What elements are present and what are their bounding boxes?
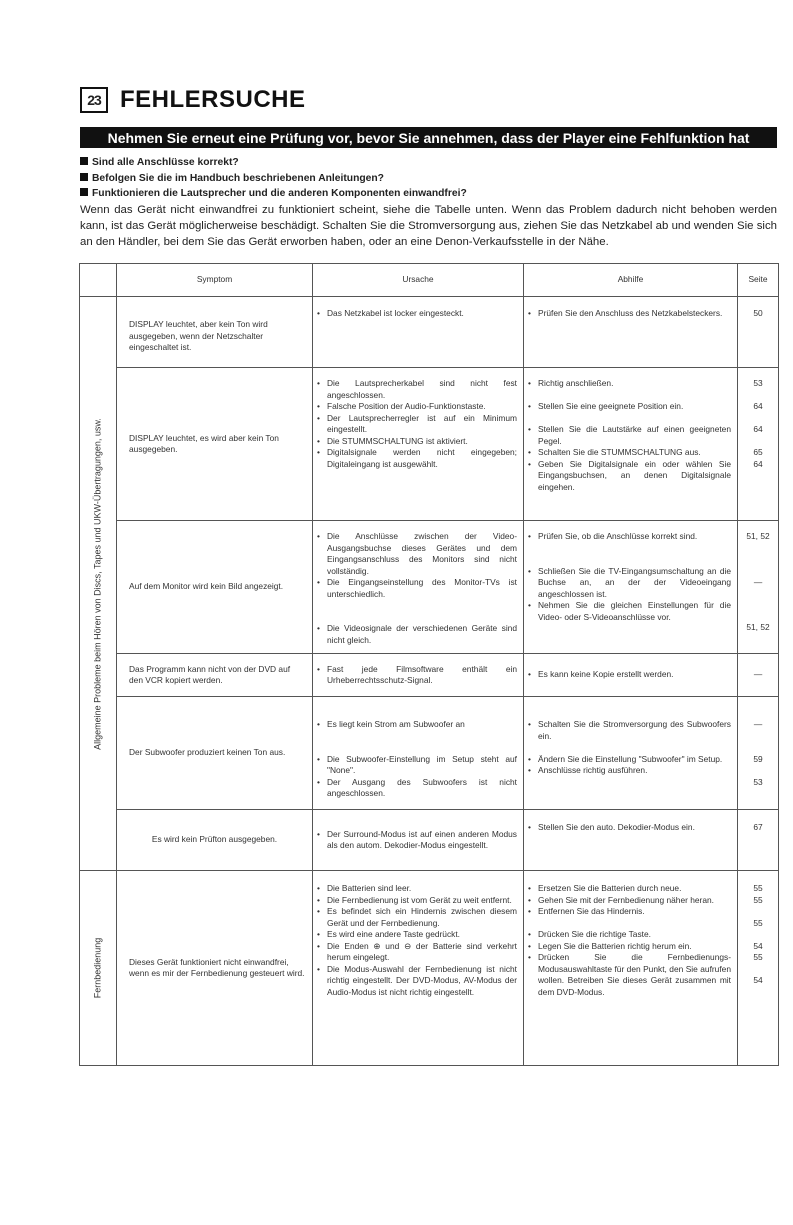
column-header-remedy: Abhilfe <box>524 264 738 297</box>
remedy-item: • Prüfen Sie den Anschluss des Netzkabelsteckers. <box>524 308 737 320</box>
table-row <box>80 697 779 810</box>
remedy-cell <box>524 697 738 810</box>
remedy-item: • Prüfen Sie, ob die Anschlüsse korrekt sind. <box>524 531 737 543</box>
symptom-cell: Der Subwoofer produziert keinen Ton aus. <box>117 697 313 810</box>
checklist-item: Funktionieren die Lautsprecher und die anderen Komponenten einwandfrei? <box>80 186 467 202</box>
remedy-cell <box>524 871 738 1066</box>
column-header-symptom: Symptom <box>117 264 313 297</box>
column-header-cause: Ursache <box>313 264 524 297</box>
table-row <box>80 871 779 1066</box>
symptom-cell: Es wird kein Prüfton ausgegeben. <box>117 810 313 871</box>
category-cell <box>80 297 117 871</box>
symptom-cell: DISPLAY leuchtet, aber kein Ton wird ausgegeben, wenn der Netzschalter eingeschaltet ist. <box>117 297 313 368</box>
remedy-item: • Stellen Sie eine geeignete Position ein. <box>524 401 737 413</box>
table-row <box>80 654 779 697</box>
page-cell: 53 64 64 65 64 <box>738 368 779 521</box>
cause-cell <box>313 297 524 368</box>
remedy-item: • Richtig anschließen. <box>524 378 737 390</box>
remedy-item: • Schalten Sie die STUMMSCHALTUNG aus. <box>524 447 737 459</box>
remedy-item: • Nehmen Sie die gleichen Einstellungen für die Video- oder S-Videoanschlüsse vor. <box>524 600 737 623</box>
cause-cell <box>313 697 524 810</box>
remedy-item: • Schalten Sie die Stromversorgung des Subwoofers ein. <box>524 719 737 742</box>
remedy-item: • Ersetzen Sie die Batterien durch neue. <box>524 883 737 895</box>
remedy-item: • Stellen Sie den auto. Dekodier-Modus ein. <box>524 822 737 834</box>
symptom-cell: Dieses Gerät funktioniert nicht einwandfrei, wenn es mir der Fernbedienung gesteuert wird. <box>117 871 313 1066</box>
page-cell: 51, 52 — 51, 52 <box>738 521 779 654</box>
cause-item: • Es wird eine andere Taste gedrückt. <box>313 929 523 941</box>
page-title: FEHLERSUCHE <box>120 86 306 113</box>
page-cell: 50 <box>738 297 779 368</box>
cause-item: • Die Fernbedienung ist vom Gerät zu weit entfernt. <box>313 895 523 907</box>
symptom-cell: DISPLAY leuchtet, es wird aber kein Ton ausgegeben. <box>117 368 313 521</box>
checklist-item: Sind alle Anschlüsse korrekt? <box>80 155 467 171</box>
symptom-cell: Auf dem Monitor wird kein Bild angezeigt. <box>117 521 313 654</box>
cause-item: • Der Lautsprecherregler ist auf ein Minimum eingestellt. <box>313 413 523 436</box>
cause-item: • Falsche Position der Audio-Funktionstaste. <box>313 401 523 413</box>
cause-cell <box>313 368 524 521</box>
bullet-square-icon <box>80 173 88 181</box>
checklist <box>80 155 467 202</box>
page-cell: — <box>738 654 779 697</box>
remedy-cell <box>524 654 738 697</box>
cause-item: • Das Netzkabel ist locker eingesteckt. <box>313 308 523 320</box>
cause-cell <box>313 871 524 1066</box>
cause-cell <box>313 521 524 654</box>
cause-item: • Die Anschlüsse zwischen der Video-Ausgangsbuchse dieses Gerätes und dem Eingangsanschluss des Monitors sind nicht vollständig. <box>313 531 523 577</box>
table-header-row <box>80 264 779 297</box>
cause-item: • Die Subwoofer-Einstellung im Setup steht auf "None". <box>313 754 523 777</box>
cause-cell <box>313 810 524 871</box>
section-banner: Nehmen Sie erneut eine Prüfung vor, bevor Sie annehmen, dass der Player eine Fehlfunktion hat <box>80 127 777 148</box>
symptom-cell: Das Programm kann nicht von der DVD auf den VCR kopiert werden. <box>117 654 313 697</box>
page-header <box>80 86 306 114</box>
bullet-square-icon <box>80 157 88 165</box>
cause-item: • Der Ausgang des Subwoofers ist nicht angeschlossen. <box>313 777 523 800</box>
cause-item: • Die Lautsprecherkabel sind nicht fest angeschlossen. <box>313 378 523 401</box>
remedy-item: • Es kann keine Kopie erstellt werden. <box>524 669 737 681</box>
remedy-item: • Geben Sie Digitalsignale ein oder wählen Sie Eingangsbuchsen, an denen Digitalsignale eingehen. <box>524 459 737 494</box>
bullet-square-icon <box>80 188 88 196</box>
page-cell: — 59 53 <box>738 697 779 810</box>
cause-item: • Digitalsignale werden nicht eingegeben; Digitaleingang ist ausgewählt. <box>313 447 523 470</box>
remedy-cell <box>524 368 738 521</box>
remedy-item: • Ändern Sie die Einstellung "Subwoofer" im Setup. <box>524 754 737 766</box>
chapter-number-badge: 23 <box>80 87 108 113</box>
column-header-page: Seite <box>738 264 779 297</box>
table-row <box>80 297 779 368</box>
checklist-item: Befolgen Sie die im Handbuch beschriebenen Anleitungen? <box>80 171 467 187</box>
remedy-cell <box>524 297 738 368</box>
cause-item: • Die Enden ⊕ und ⊖ der Batterie sind verkehrt herum eingelegt. <box>313 941 523 964</box>
category-cell <box>80 871 117 1066</box>
remedy-item: • Gehen Sie mit der Fernbedienung näher heran. <box>524 895 737 907</box>
intro-paragraph: Wenn das Gerät nicht einwandfrei zu funktioniert scheint, siehe die Tabelle unten. Wenn das Problem dadurch nicht behoben werden kann, ist das Gerät möglicherweise beschädigt. Schalten Sie die Stromversorgung aus, ziehen Sie das Netzkabel ab und wenden Sie sich an den Händler, bei dem Sie das Gerät erworben haben, oder an eine Denon-Verkaufsstelle in der Nähe. <box>80 204 777 248</box>
remedy-item: • Schließen Sie die TV-Eingangsumschaltung an die Buchse an, an der der Videoeingang angeschlossen ist. <box>524 566 737 601</box>
category-header <box>80 264 117 297</box>
cause-cell <box>313 654 524 697</box>
cause-item: • Die STUMMSCHALTUNG ist aktiviert. <box>313 436 523 448</box>
table-row <box>80 368 779 521</box>
cause-item: • Die Videosignale der verschiedenen Geräte sind nicht gleich. <box>313 623 523 646</box>
remedy-item: • Drücken Sie die Fernbedienungs-Modusauswahltaste für den Punkt, den Sie aufrufen wollen. Betreiben Sie dieses Gerät zusammen mit dem DVD-Modus. <box>524 952 737 998</box>
cause-item: • Es befindet sich ein Hindernis zwischen diesem Gerät und der Fernbedienung. <box>313 906 523 929</box>
remedy-item: • Entfernen Sie das Hindernis. <box>524 906 737 918</box>
cause-item: • Der Surround-Modus ist auf einen anderen Modus als den autom. Dekodier-Modus eingestellt. <box>313 829 523 852</box>
remedy-item: • Anschlüsse richtig ausführen. <box>524 765 737 777</box>
category-label: Fernbedienung <box>92 937 103 999</box>
cause-item: • Die Batterien sind leer. <box>313 883 523 895</box>
cause-item: • Die Eingangseinstellung des Monitor-TVs ist unterschiedlich. <box>313 577 523 600</box>
cause-item: • Die Modus-Auswahl der Fernbedienung ist nicht richtig eingestellt. Der DVD-Modus, AV-Modus der Audio-Modus ist nicht richtig eingestellt. <box>313 964 523 999</box>
troubleshooting-table <box>79 263 779 1066</box>
remedy-item: • Legen Sie die Batterien richtig herum ein. <box>524 941 737 953</box>
page-cell: 55 55 55 54 55 54 <box>738 871 779 1066</box>
cause-item: • Es liegt kein Strom am Subwoofer an <box>313 719 523 731</box>
table-row <box>80 810 779 871</box>
remedy-cell <box>524 521 738 654</box>
remedy-cell <box>524 810 738 871</box>
remedy-item: • Stellen Sie die Lautstärke auf einen geeigneten Pegel. <box>524 424 737 447</box>
category-label: Allgemeine Probleme beim Hören von Discs, Tapes und UKW-Übertragungen, usw. <box>92 417 103 750</box>
remedy-item: • Drücken Sie die richtige Taste. <box>524 929 737 941</box>
table-row <box>80 521 779 654</box>
cause-item: • Fast jede Filmsoftware enthält ein Urheberrechtsschutz-Signal. <box>313 664 523 687</box>
page-cell: 67 <box>738 810 779 871</box>
